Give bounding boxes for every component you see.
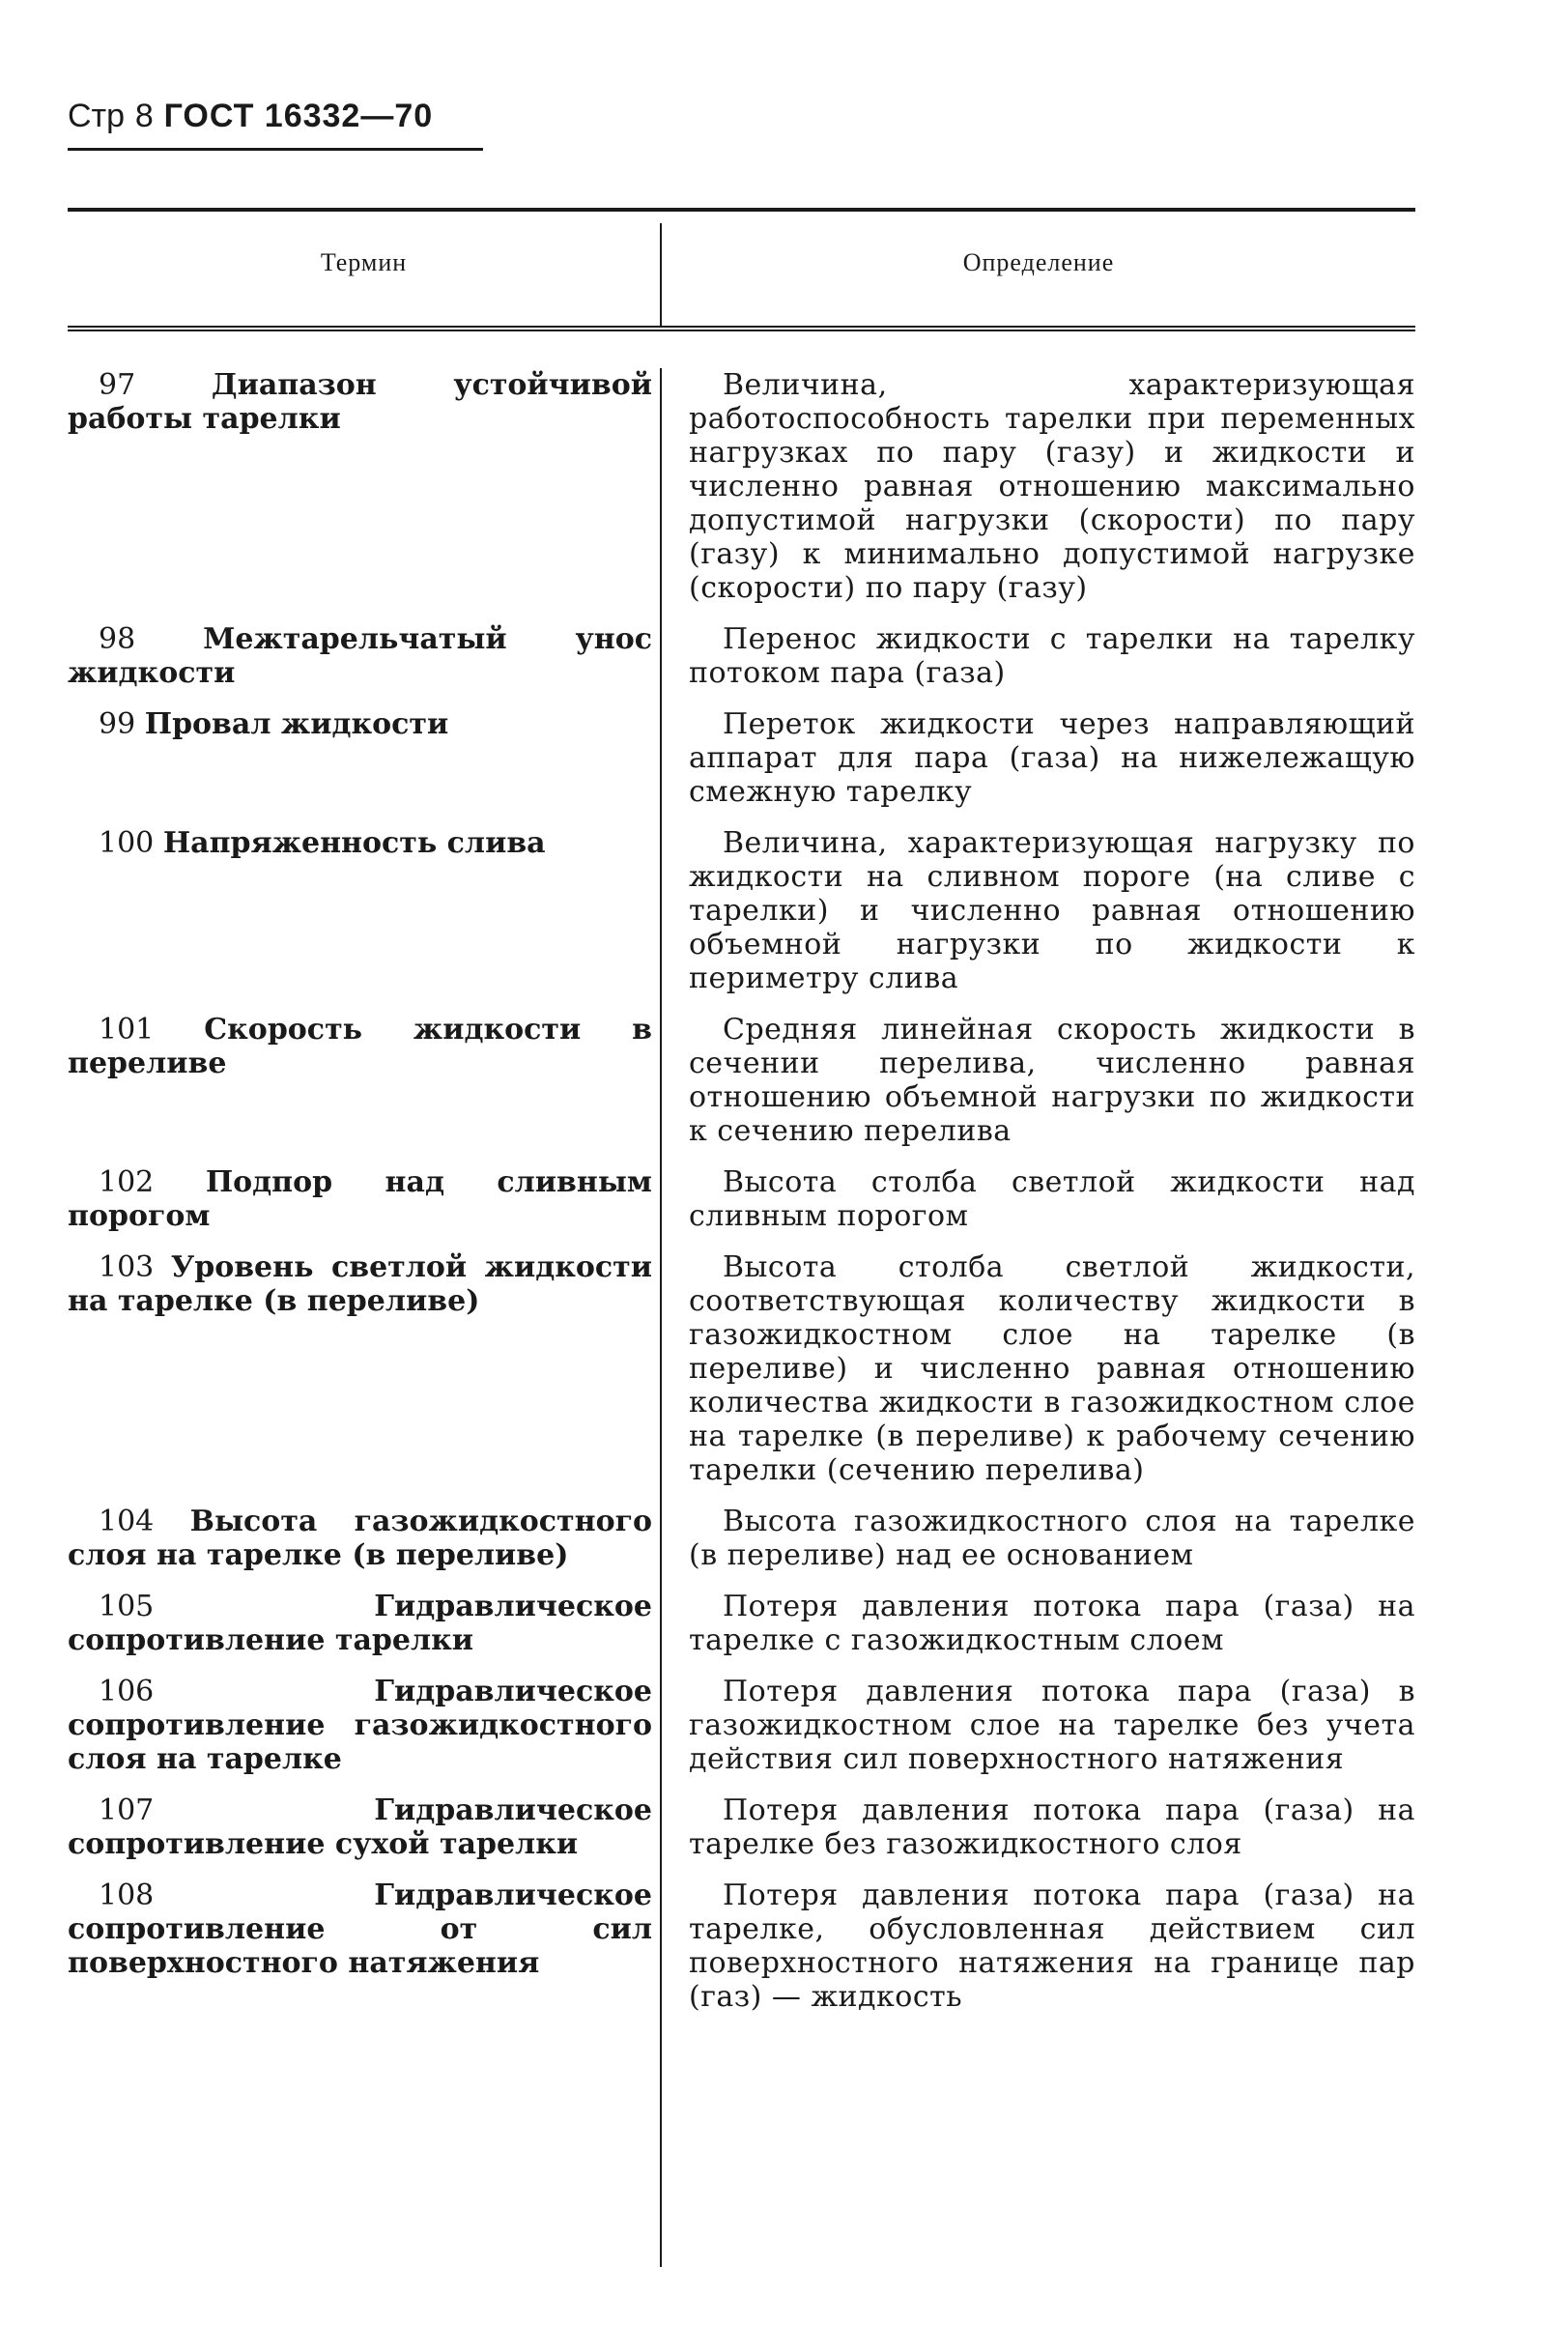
standard-designation: ГОСТ 16332—70 bbox=[163, 98, 434, 134]
definition-text: Величина, характеризующая нагрузку по жидкости на сливном пороге (на сливе с тарелки) и численно равная отношению объемной нагрузки по жидкости к периметру слива bbox=[689, 826, 1415, 995]
term-cell bbox=[68, 1505, 660, 1572]
term-name: Межтарельчатый унос жидкости bbox=[68, 622, 652, 690]
definition-cell bbox=[660, 1250, 1415, 1487]
definition-text: Потеря давления потока пара (газа) на тарелке с газожидкостным слоем bbox=[689, 1590, 1415, 1657]
definition-cell bbox=[660, 826, 1415, 995]
definition-text: Переток жидкости через направляющий аппарат для пара (газа) на нижележащую смежную тарелку bbox=[689, 707, 1415, 809]
definition-text: Высота столба светлой жидкости, соответствующая количеству жидкости в газожидкостном слое на тарелке (в переливе) и численно равная отношению количества жидкости в газожидкостном слое на тарелке (в переливе) к рабочему сечению тарелки (сечению перелива) bbox=[689, 1250, 1415, 1487]
term-number: 103 bbox=[99, 1250, 155, 1284]
definition-cell bbox=[660, 1505, 1415, 1572]
table-row bbox=[68, 1250, 1415, 1487]
term-number: 98 bbox=[99, 622, 136, 656]
term-name: Гидравлическое сопротивление от сил поверхностного натяжения bbox=[68, 1879, 652, 1980]
term-number: 108 bbox=[99, 1879, 155, 1912]
definition-cell bbox=[660, 1165, 1415, 1233]
table-row bbox=[68, 707, 1415, 809]
term-cell bbox=[68, 1675, 660, 1776]
header-underline bbox=[68, 148, 483, 151]
page-header bbox=[68, 97, 433, 135]
term-cell bbox=[68, 707, 660, 809]
term-number: 107 bbox=[99, 1793, 155, 1827]
term-number: 99 bbox=[99, 707, 136, 741]
term-number: 106 bbox=[99, 1675, 155, 1708]
term-cell bbox=[68, 1165, 660, 1233]
term-cell bbox=[68, 1590, 660, 1657]
definition-cell bbox=[660, 1590, 1415, 1657]
term-name: Гидравлическое сопротивление газожидкостного слоя на тарелке bbox=[68, 1675, 652, 1776]
definition-text: Высота столба светлой жидкости над сливным порогом bbox=[689, 1165, 1415, 1233]
term-name: Гидравлическое сопротивление сухой тарелки bbox=[68, 1793, 652, 1861]
definition-text: Перенос жидкости с тарелки на тарелку потоком пара (газа) bbox=[689, 622, 1415, 690]
term-name: Провал жидкости bbox=[144, 707, 449, 741]
definition-text: Потеря давления потока пара (газа) на тарелке, обусловленная действием сил поверхностного натяжения на границе пар (газ) — жидкость bbox=[689, 1879, 1415, 2014]
definition-cell bbox=[660, 622, 1415, 690]
term-name: Диапазон устойчивой работы тарелки bbox=[68, 368, 652, 436]
page-prefix: Стр bbox=[68, 98, 126, 134]
term-cell bbox=[68, 1250, 660, 1487]
definition-cell bbox=[660, 1675, 1415, 1776]
header-term: Термин bbox=[320, 248, 408, 276]
table-row bbox=[68, 1879, 1415, 2014]
term-cell bbox=[68, 826, 660, 995]
term-name: Скорость жидкости в переливе bbox=[68, 1013, 652, 1080]
table-row bbox=[68, 1675, 1415, 1776]
term-name: Подпор над сливным порогом bbox=[68, 1165, 652, 1233]
term-number: 100 bbox=[99, 826, 155, 860]
term-number: 101 bbox=[99, 1013, 155, 1047]
table-row bbox=[68, 1505, 1415, 1572]
term-name: Гидравлическое сопротивление тарелки bbox=[68, 1590, 652, 1657]
definition-cell bbox=[660, 1013, 1415, 1148]
term-cell bbox=[68, 1793, 660, 1861]
header-definition: Определение bbox=[962, 248, 1115, 276]
definition-cell bbox=[660, 707, 1415, 809]
definition-text: Величина, характеризующая работоспособность тарелки при переменных нагрузках по пару (газу) и жидкости и численно равная отношению максимально допустимой нагрузки (скорости) по пару (газу) к минимально допустимой нагрузке (скорости) по пару (газу) bbox=[689, 368, 1415, 605]
term-number: 104 bbox=[99, 1505, 155, 1538]
table-row bbox=[68, 368, 1415, 605]
definition-cell bbox=[660, 368, 1415, 605]
table-header bbox=[68, 208, 1415, 331]
table-row bbox=[68, 826, 1415, 995]
table-row bbox=[68, 1590, 1415, 1657]
table-row bbox=[68, 1793, 1415, 1861]
term-cell bbox=[68, 1879, 660, 2014]
definition-text: Средняя линейная скорость жидкости в сечении перелива, численно равная отношению объемной нагрузки по жидкости к сечению перелива bbox=[689, 1013, 1415, 1148]
term-number: 97 bbox=[99, 368, 136, 402]
term-number: 105 bbox=[99, 1590, 155, 1623]
terms-table bbox=[68, 208, 1415, 2014]
term-name: Напряженность слива bbox=[162, 826, 546, 860]
definition-text: Потеря давления потока пара (газа) в газожидкостном слое на тарелке без учета действия сил поверхностного натяжения bbox=[689, 1675, 1415, 1776]
term-name: Высота газожидкостного слоя на тарелке (в переливе) bbox=[68, 1505, 652, 1572]
term-cell bbox=[68, 368, 660, 605]
page-number: 8 bbox=[134, 98, 154, 134]
definition-cell bbox=[660, 1879, 1415, 2014]
table-row bbox=[68, 1165, 1415, 1233]
term-cell bbox=[68, 622, 660, 690]
definition-cell bbox=[660, 1793, 1415, 1861]
table-row bbox=[68, 622, 1415, 690]
term-name: Уровень светлой жидкости на тарелке (в переливе) bbox=[68, 1250, 652, 1318]
table-body bbox=[68, 368, 1415, 2014]
table-row bbox=[68, 1013, 1415, 1148]
term-cell bbox=[68, 1013, 660, 1148]
term-number: 102 bbox=[99, 1165, 155, 1199]
definition-text: Высота газожидкостного слоя на тарелке (в переливе) над ее основанием bbox=[689, 1505, 1415, 1572]
definition-text: Потеря давления потока пара (газа) на тарелке без газожидкостного слоя bbox=[689, 1793, 1415, 1861]
